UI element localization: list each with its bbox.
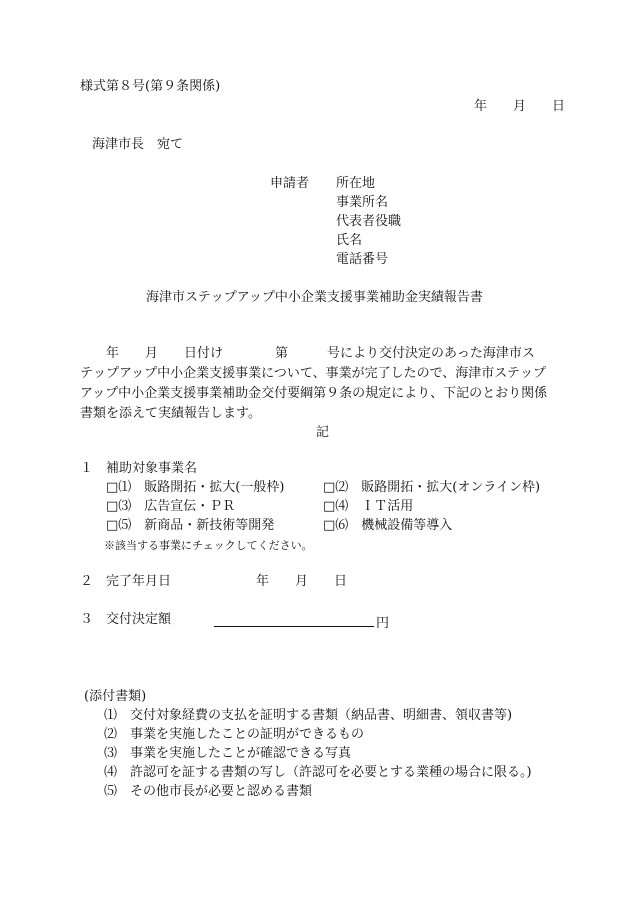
section1-note: ※該当する事業にチェックしてください。: [104, 539, 313, 552]
amount-unit: 円: [376, 616, 390, 631]
completion-date: 年 月 日: [256, 574, 348, 589]
ki-mark: 記: [316, 425, 330, 440]
applicant-label: 申請者: [270, 176, 310, 191]
applicant-field-phone: 電話番号: [336, 252, 389, 267]
amount-field[interactable]: [214, 612, 389, 632]
section3-heading: 交付決定額: [106, 612, 172, 627]
form-label: 様式第８号(第９条関係): [80, 79, 221, 94]
body-line-2: テップアップ中小企業支援事業について、事業が完了したので、海津市ステップ: [80, 366, 547, 381]
addressee: 海津市長 宛て: [92, 137, 184, 152]
option-sales-general[interactable]: □⑴ 販路開拓・拡大(一般枠): [106, 480, 285, 495]
section1-number: １: [80, 461, 94, 476]
body-line-4: 書類を添えて実績報告します。: [80, 406, 261, 421]
body-line-1: 年 月 日付け 第 号により交付決定のあった海津市ス: [80, 346, 535, 361]
section2-number: ２: [80, 574, 94, 589]
body-line-3: アップ中小企業支援事業補助金交付要綱第９条の規定により、下記のとおり関係: [80, 386, 548, 401]
attachment-item-1: ⑴ 交付対象経費の支払を証明する書類（納品書、明細書、領収書等): [104, 708, 513, 723]
applicant-field-name: 氏名: [336, 233, 363, 248]
section3-number: ３: [80, 612, 94, 627]
date-line: 年 月 日: [474, 99, 566, 114]
document-title: 海津市ステップアップ中小企業支援事業補助金実績報告書: [146, 290, 483, 305]
applicant-field-business-name: 事業所名: [336, 195, 389, 210]
section1-heading: 補助対象事業名: [106, 461, 198, 476]
attachment-item-2: ⑵ 事業を実施したことの証明ができるもの: [104, 727, 365, 742]
applicant-field-address: 所在地: [336, 176, 376, 191]
option-advertising-pr[interactable]: □⑶ 広告宣伝・ＰＲ: [106, 499, 236, 514]
option-new-product[interactable]: □⑸ 新商品・新技術等開発: [106, 518, 275, 533]
option-equipment[interactable]: □⑹ 機械設備等導入: [323, 518, 453, 533]
amount-underline: [214, 612, 374, 627]
attachment-item-5: ⑸ その他市長が必要と認める書類: [104, 784, 313, 799]
attachments-heading: (添付書類): [84, 689, 147, 704]
section2-heading: 完了年月日: [106, 574, 172, 589]
attachment-item-3: ⑶ 事業を実施したことが確認できる写真: [104, 746, 352, 761]
applicant-field-representative-title: 代表者役職: [336, 214, 402, 229]
option-it[interactable]: □⑷ ＩＴ活用: [323, 499, 414, 514]
option-sales-online[interactable]: □⑵ 販路開拓・拡大(オンライン枠): [323, 480, 541, 495]
attachment-item-4: ⑷ 許認可を証する書類の写し（許認可を必要とする業種の場合に限る。): [104, 765, 532, 780]
